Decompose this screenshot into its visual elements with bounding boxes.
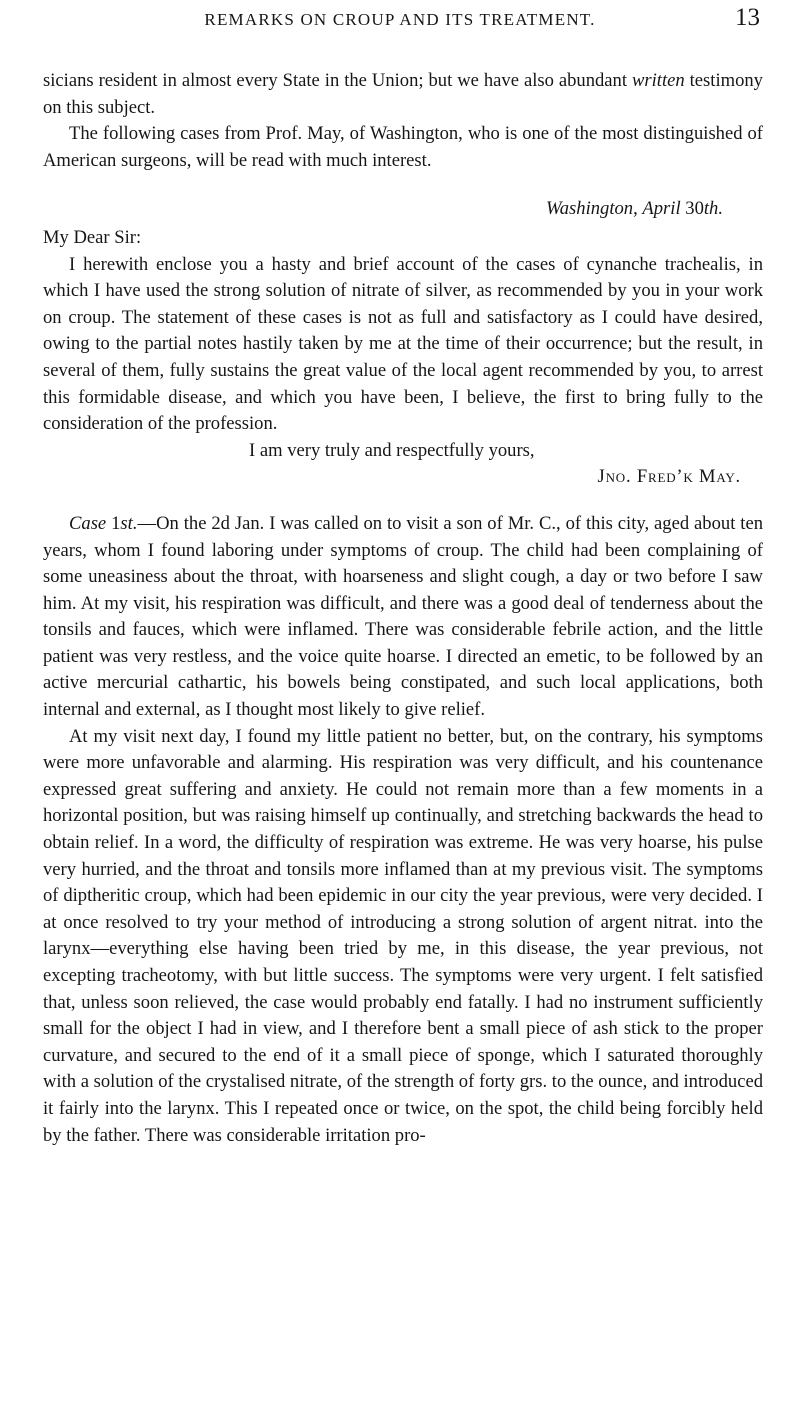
- dateline-month: April: [642, 198, 681, 220]
- letter-signature: Jno. Fred’k May.: [597, 466, 741, 488]
- letter-closing: I am very truly and respectfully yours,: [249, 439, 535, 461]
- case-text: —On the 2d Jan. I was called on to visit a son of Mr. C., of this city, aged about ten years, whom I found laboring under symptoms of croup. The child had been complaining of some uneasiness about the throat, with hoarseness and slight cough, a day or two before I saw him. At my visit, his respiration was difficult, and there was a good deal of tenderness about the tonsils and fauces, which were inflamed. There was considerable febrile action, and the little patient was very restless, and the voice quite hoarse. I directed an emetic, to be followed by an active mercurial cathartic, his bowels being constipated, and such local applications, both internal and external, as I thought most likely to give relief.: [43, 512, 764, 721]
- letter-salutation: My Dear Sir:: [43, 226, 142, 248]
- page-number: 13: [735, 4, 760, 31]
- letter-body: I herewith enclose you a hasty and brief account of the cases of cynanche trachealis, in which I have used the strong solution of nitrate of silver, as recommended by you in your work on croup. The statement of these cases is not as full and satisfactory as I could have desired, owing to the partial notes hastily taken by me at the time of their occurrence; but the result, in several of them, fully sustains the great value of the local agent recommended by you, to arrest this formidable disease, and which you have been, I believe, the first to bring fully to the consideration of the profession.: [43, 253, 763, 435]
- dateline-suffix: th.: [703, 198, 723, 220]
- case-suffix: st.: [120, 512, 138, 534]
- case-label: Case: [69, 512, 107, 534]
- page-header: [0, 4, 800, 44]
- case-number: 1: [106, 512, 121, 534]
- paragraph-opening: [43, 68, 763, 121]
- emphasis-written: written: [631, 70, 685, 91]
- case-1-paragraph: [43, 511, 763, 724]
- text-run: testimony on this subject.: [43, 70, 763, 118]
- page-body: [43, 68, 763, 1149]
- running-head: REMARKS ON CROUP AND ITS TREATMENT.: [204, 10, 596, 29]
- paragraph-next-visit: At my visit next day, I found my little patient no better, but, on the contrary, his symptoms were more unfavorable and alarming. His respiration was very difficult, and his countenance expressed great suffering and anxiety. He could not remain more than a few moments in a horizontal position, but was raising himself up continually, and stretching backwards the head to obtain relief. In a word, the difficulty of respiration was extreme. He was very hoarse, his pulse very hurried, and the throat and tonsils more inflamed than at my previous visit. The symptoms of diptheritic croup, which had been epidemic in our city the year previous, were very decided. I at once resolved to try your method of introducing a strong solution of argent nitrat. into the larynx—everything else having been tried by me, in this disease, the year previous, not excepting tracheotomy, with but little success. The symptoms were very urgent. I felt satisfied that, unless soon relieved, the case would probably end fatally. I had no instrument sufficiently small for the object I had in view, and I therefore bent a small piece of ash stick to the proper curvature, and secured to the end of it a small piece of sponge, which I saturated thoroughly with a solution of the crystalised nitrate, of the strength of forty grs. to the ounce, and introduced it fairly into the larynx. This I repeated once or twice, on the spot, the child being forcibly held by the father. There was considerable irritation pro-: [43, 725, 763, 1146]
- dateline-day: 30: [680, 198, 704, 220]
- text-run: sicians resident in almost every State in the Union; but we have also abundant: [43, 70, 632, 91]
- letter-dateline: [43, 196, 763, 223]
- dateline-place: Washington: [545, 198, 634, 220]
- paragraph-intro: The following cases from Prof. May, of Washington, who is one of the most distinguished of American surgeons, will be read with much interest.: [43, 123, 763, 171]
- dateline-sep: ,: [633, 198, 643, 220]
